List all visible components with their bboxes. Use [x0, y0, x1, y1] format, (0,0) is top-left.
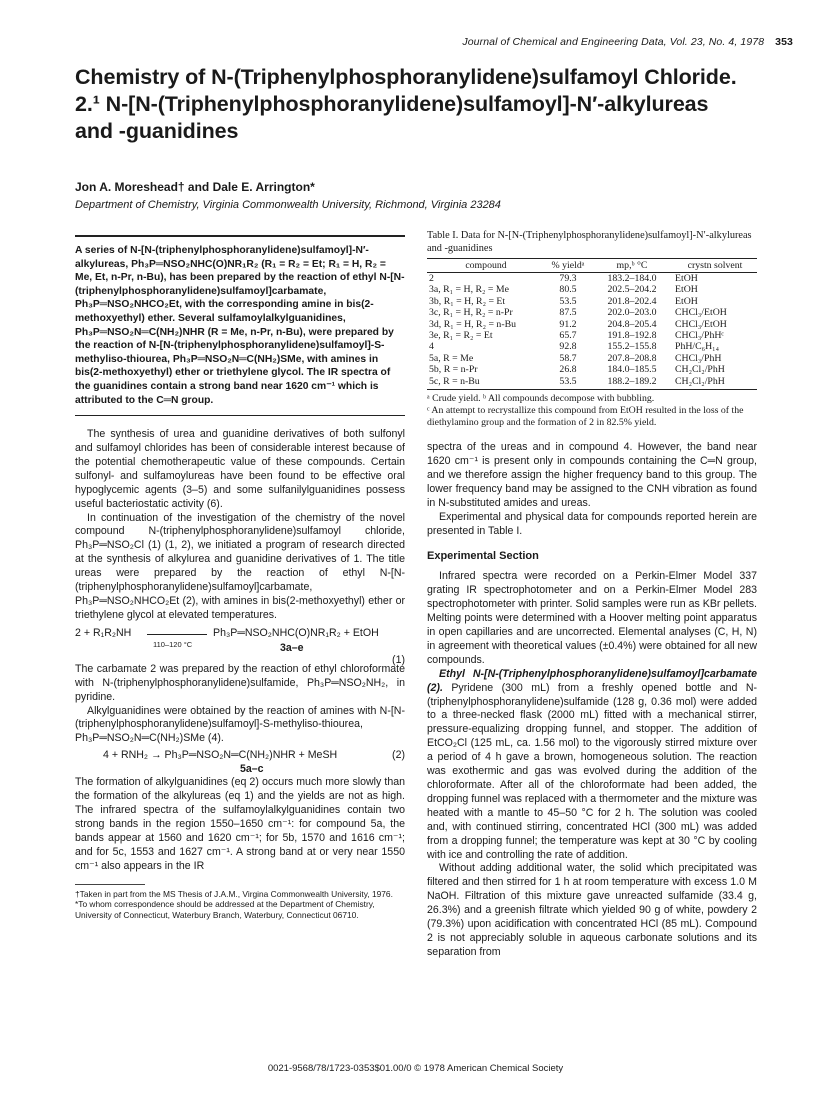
table-cell: 201.8–202.4 — [607, 295, 657, 307]
journal-citation: Journal of Chemical and Engineering Data, Vol. 23, No. 4, 1978 — [462, 36, 765, 48]
footnote: †Taken in part from the MS Thesis of J.A.M., Virgina Commonwealth University, 1976. — [75, 888, 393, 899]
paragraph: spectra of the ureas and in compound 4. However, the band near 1620 cm⁻¹ is present only in compounds containing the C═N group, and we therefore assign the higher frequency band to this group. The lower frequency band may be assigned to the CNH vibration as found in N-substituted amides and ureas. — [427, 441, 757, 509]
table-note: ᶜ An attempt to recrystallize this compound from EtOH resulted in the loss of the diethylamino group and the formation of 2 in 82.5% yield. — [427, 405, 744, 429]
table-cell: CHCl₃/EtOH — [675, 307, 727, 319]
table-cell: 3a, R₁ = H, R₂ = Me — [429, 284, 509, 296]
equation-2 — [75, 746, 405, 776]
table-cell: 3e, R₁ = R₂ = Et — [429, 330, 493, 342]
author-list: Jon A. Moreshead† and Dale E. Arrington* — [75, 180, 315, 194]
right-column — [427, 230, 757, 960]
table-caption: Table I. Data for N-[N-(Triphenylphosphoranylidene)sulfamoyl]-N′-alkylureas and -guanidines — [427, 230, 752, 254]
page-number: 353 — [775, 36, 793, 48]
paragraph: The carbamate 2 was prepared by the reaction of ethyl chloroformate with N-(triphenylphosphoranylidene)sulfamide, Ph₃P═NSO₂NH₂, in pyridine. — [75, 662, 405, 703]
table-note: ᵃ Crude yield. ᵇ All compounds decompose with bubbling. — [427, 393, 655, 405]
equation-number: (2) — [392, 749, 405, 762]
footnote-divider — [75, 884, 145, 885]
table-cell: 5a, R = Me — [429, 352, 474, 364]
table-cell: 3d, R₁ = H, R₂ = n-Bu — [429, 318, 517, 330]
reaction-arrow — [147, 634, 207, 635]
title-line-2: 2.¹ N-[N-(Triphenylphosphoranylidene)sulfamoyl]-N′-alkylureas — [75, 92, 709, 116]
table-cell: CH₂Cl₂/PhH — [675, 364, 725, 376]
table-cell: 65.7 — [559, 330, 577, 342]
affiliation: Department of Chemistry, Virginia Commonwealth University, Richmond, Virginia 23284 — [75, 199, 501, 211]
table-row — [427, 376, 757, 390]
table-cell: 53.5 — [545, 376, 591, 390]
table-cell: PhH/C₆H₁₄ — [675, 341, 719, 353]
table-cell: 183.2–184.0 — [607, 273, 657, 284]
table-cell: 207.8–208.8 — [607, 352, 657, 364]
compound-label: 5a–c — [240, 763, 264, 776]
column-header: crystn solvent — [673, 259, 757, 273]
column-header: % yieldᵃ — [545, 259, 591, 273]
running-head — [462, 36, 793, 48]
table-cell: CHCl₃/PhHᶜ — [675, 330, 724, 342]
table-cell: 2 — [429, 273, 434, 284]
table-row — [427, 319, 757, 330]
table-cell: 204.8–205.4 — [607, 318, 657, 330]
title-line-1: Chemistry of N-(Triphenylphosphoranylidene)sulfamoyl Chloride. — [75, 65, 737, 89]
paragraph: In continuation of the investigation of the chemistry of the novel compound N-(triphenylphosphoranylidene)sulfamoyl chloride, Ph₃P═NSO₂Cl (1) (1, 2), we initiated a program of research directed at the synthesis of alkylurea and guanidine derivatives of 1. The title ureas were prepared by the reaction of ethyl N-[N-(triphenylphosphoranylidene)sulfamoyl]carbamate, Ph₃P═NSO₂NHCO₂Et (2), with amines in bis(2-methoxyethyl) ether or triethylene glycol at elevated temperatures. — [75, 511, 405, 621]
table-cell: 184.0–185.5 — [607, 364, 657, 376]
table-cell: 92.8 — [559, 341, 577, 353]
paragraph: Infrared spectra were recorded on a Perkin-Elmer Model 337 grating IR spectrophotometer and on a Perkin-Elmer Model 283 spectrophotometer with printer. Solid samples were run as KBr pellets. Melting points were determined with a Hoover melting point apparatus in open capillaries and are uncorrected. Elemental analyses (C, H, N) in agreement with theoretical values (±0.4%) were obtained for all new compounds. — [427, 570, 757, 666]
table-row — [427, 353, 757, 364]
footnote: *To whom correspondence should be addressed at the Department of Chemistry, University of Connecticut, Waterbury Branch, Waterbury, Connecticut 06710. — [75, 899, 375, 921]
table-notes — [427, 393, 757, 429]
footnotes — [75, 889, 405, 921]
table-row — [427, 307, 757, 318]
reaction-condition: 110–120 °C — [153, 639, 193, 649]
table-row — [427, 364, 757, 375]
compound-label: 3a–e — [280, 641, 304, 654]
table-cell: 202.0–203.0 — [607, 307, 657, 319]
data-table — [427, 258, 757, 390]
table-row — [427, 296, 757, 307]
table-row — [427, 341, 757, 352]
paragraph: The formation of alkylguanidines (eq 2) occurs much more slowly than the formation of the alkylureas (eq 1) and the yields are not as high. The infrared spectra of the sulfamoylalkylguanidines contain two strong bands in the region 1550–1650 cm⁻¹: for compound 5a, the bands appear at 1560 and 1620 cm⁻¹; for 5b, 1570 and 1616 cm⁻¹; and for 5c, 1553 and 1627 cm⁻¹. A strong band at or very near 1550 cm⁻¹ also appears in the IR — [75, 776, 405, 872]
equation-products: Ph₃P═NSO₂NHC(O)NR₁R₂ + EtOH — [213, 626, 379, 639]
table-row — [427, 330, 757, 341]
left-column — [75, 235, 405, 921]
table-row — [427, 284, 757, 295]
table-cell: 202.5–204.2 — [607, 284, 657, 296]
table-cell: 155.2–155.8 — [607, 341, 657, 353]
equation-1 — [75, 623, 405, 666]
paragraph — [427, 668, 757, 863]
equation-body: 4 + RNH₂ → Ph₃P═NSO₂N═C(NH₂)NHR + MeSH — [103, 749, 338, 762]
equation-number: (1) — [392, 653, 405, 666]
section-heading: Experimental Section — [427, 550, 539, 563]
table-cell: 5c, R = n-Bu — [427, 376, 545, 390]
paragraph: Experimental and physical data for compounds reported herein are presented in Table I. — [427, 510, 757, 537]
table-cell: 58.7 — [559, 352, 577, 364]
column-header: compound — [427, 259, 545, 273]
abstract: A series of N-[N-(triphenylphosphoranylidene)sulfamoyl]-N′-alkylureas, Ph₃P═NSO₂NHC(O)NR₁R₂ (R₁ = R₂ = Et; R₁ = H, R₂ = Me, Et, n-Pr, n-Bu), has been prepared by the reaction of ethyl N-[N-(triphenylphosphoranylidene)sulfamoyl]carbamate, Ph₃P═NSO₂NHCO₂Et, with the corresponding amine in bis(2-methoxyethyl) ether. Several sulfamoylalkylguanidines, Ph₃P═NSO₂N═C(NH₂)NHR (R = Me, n-Pr, n-Bu), were prepared by the reaction of N-[N-(triphenylphosphoranylidene)sulfamoyl]-S-methyliso-thiourea, Ph₃P═NSO₂N═C(NH₂)SMe, with amines in bis(2-methoxyethyl) ether or triethylene glycol. The IR spectra of the guanidines contain a strong band near 1620 cm⁻¹ which is attributed to the C═N group. — [75, 235, 405, 416]
table-cell: 3c, R₁ = H, R₂ = n-Pr — [429, 307, 513, 319]
paragraph-body: Pyridene (300 mL) from a freshly opened bottle and N-(triphenylphosphoranylidene)sulfamide (128 g, 0.36 mol) were added to a three-necked flask (2000 mL) fitted with a mechanical stirrer, pressure-equalizing dropping funnel, and stopper. The addition of EtCO₂Cl (125 mL, ca. 1.56 mol) to the vigorously stirred mixture over a period of 4 h gave a brown, homogeneous solution. The reaction was exothermic and gas was evolved during the addition of the chloroformate. After all of the chloroformate had been added, the dropping funnel was replaced with a thermometer and the mixture was heated with a mantle to 45–50 °C for 2 h. The solution was cooled and, with continued stirring, concentrated HCl (300 mL) was added from a dropping funnel; the temperature was kept at 30 °C by cooling with ice and controlling the rate of addition. — [427, 681, 757, 861]
table-cell: 79.3 — [559, 273, 577, 284]
table-cell: 188.2–189.2 — [591, 376, 673, 390]
equation-reactants: 2 + R₁R₂NH — [75, 626, 132, 639]
table-cell: 3b, R₁ = H, R₂ = Et — [429, 295, 506, 307]
table-cell: 5b, R = n-Pr — [429, 364, 478, 376]
table-cell: 53.5 — [559, 295, 577, 307]
table-cell: EtOH — [675, 295, 698, 307]
paragraph: The synthesis of urea and guanidine derivatives of both sulfonyl and sulfamoyl chlorides has been of considerable interest because of the potential chemotherapeutic value of these compounds. Certain sulfonyl- and sulfamoylureas have been found to be effective oral hypoglycemic agents (3–5) and some sulfanilylguanidines possess useful bacteriostatic activity (6). — [75, 428, 405, 510]
table-row — [427, 273, 757, 285]
table-cell: EtOH — [675, 273, 698, 284]
title-line-3: and -guanidines — [75, 119, 239, 143]
table-cell: 80.5 — [559, 284, 577, 296]
table-cell: CHCl₃/EtOH — [675, 318, 727, 330]
copyright-line: 0021-9568/78/1723-0353$01.00/0 © 1978 American Chemical Society — [267, 1063, 564, 1074]
run-in-heading: Ethyl N-[N-(Triphenylphosphoranylidene)sulfamoyl]carbamate (2). — [427, 667, 757, 694]
paragraph: Alkylguanidines were obtained by the reaction of amines with N-[N-(triphenylphosphoranylidene)sulfamoyl]-S-methyliso-thiourea, Ph₃P═NSO₂N═C(NH₂)SMe (4). — [75, 704, 405, 745]
table-cell: CHCl₃/PhH — [675, 352, 722, 364]
table-cell: 91.2 — [559, 318, 577, 330]
article-title — [75, 64, 795, 145]
table-cell: 4 — [429, 341, 434, 353]
table-cell: EtOH — [675, 284, 698, 296]
intro-text — [75, 428, 405, 623]
table-cell: 26.8 — [559, 364, 577, 376]
table-cell: CH₂Cl₂/PhH — [673, 376, 757, 390]
table-cell: 87.5 — [559, 307, 577, 319]
table-cell: 191.8–192.8 — [607, 330, 657, 342]
column-header: mp,ᵇ °C — [591, 259, 673, 273]
paragraph: Without adding additional water, the solid which precipitated was filtered and then stirred for 1 h at room temperature with excess 1.0 M NaOH. Filtration of this mixture gave unreacted sulfamide (33.4 g, 26.3%) and a greenish filtrate which yielded 90 g of white, powdery 2 (79.3%) upon acidification with concentrated HCl (85 mL). Compound 2 is not appreciably soluble in aqueous carbonate solutions and its separation from — [427, 862, 757, 958]
